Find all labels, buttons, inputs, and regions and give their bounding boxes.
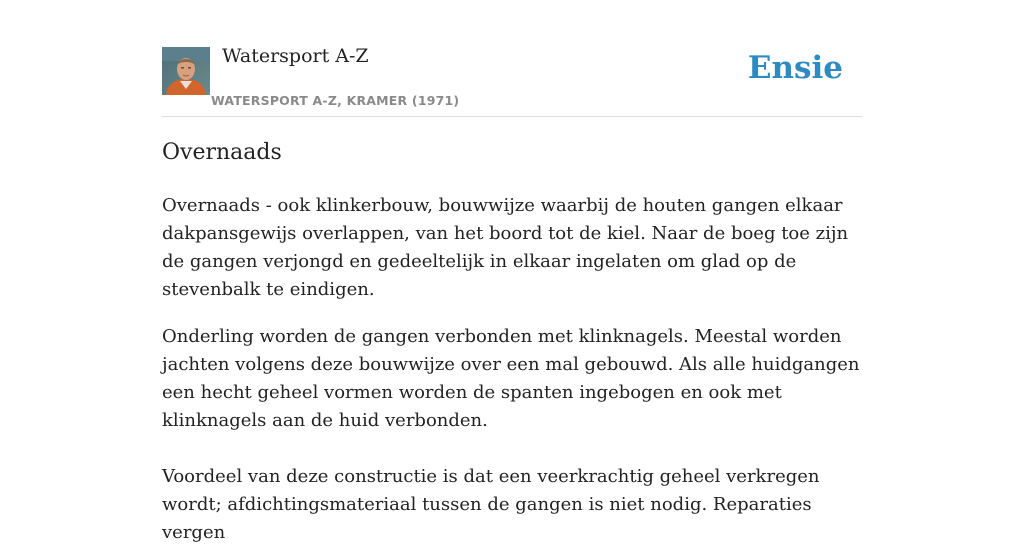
source-title-link[interactable]: Watersport A-Z (222, 45, 369, 67)
source-avatar[interactable] (162, 47, 210, 95)
entry-paragraph: Overnaads - ook klinkerbouw, bouwwijze waarbij de houten gangen elkaar dakpansgewijs overlappen, van het boord tot de kiel. Naar de boeg toe zijn de gangen verjongd en gedeeltelijk in elkaar ingelaten om glad op de stevenbalk te eindigen. (162, 195, 849, 300)
source-subtitle: WATERSPORT A-Z, KRAMER (1971) (211, 93, 460, 108)
brand-logo-link[interactable]: Ensie (747, 50, 843, 86)
entry-paragraph: Onderling worden de gangen verbonden met klinknagels. Meestal worden jachten volgens deze bouwwijze over een mal gebouwd. Als alle huidgangen een hecht geheel vormen worden de spanten ingebogen en ook met klinknagels aan de huid verbonden. (162, 326, 860, 431)
content-container (162, 0, 862, 543)
avatar-photo-icon (162, 47, 210, 95)
source-header (162, 0, 862, 117)
entry-title: Overnaads (162, 140, 282, 165)
entry-paragraph: Voordeel van deze constructie is dat een veerkrachtig geheel verkregen wordt; afdichtingsmateriaal tussen de gangen is niet nodig. Reparaties vergen (162, 466, 820, 543)
